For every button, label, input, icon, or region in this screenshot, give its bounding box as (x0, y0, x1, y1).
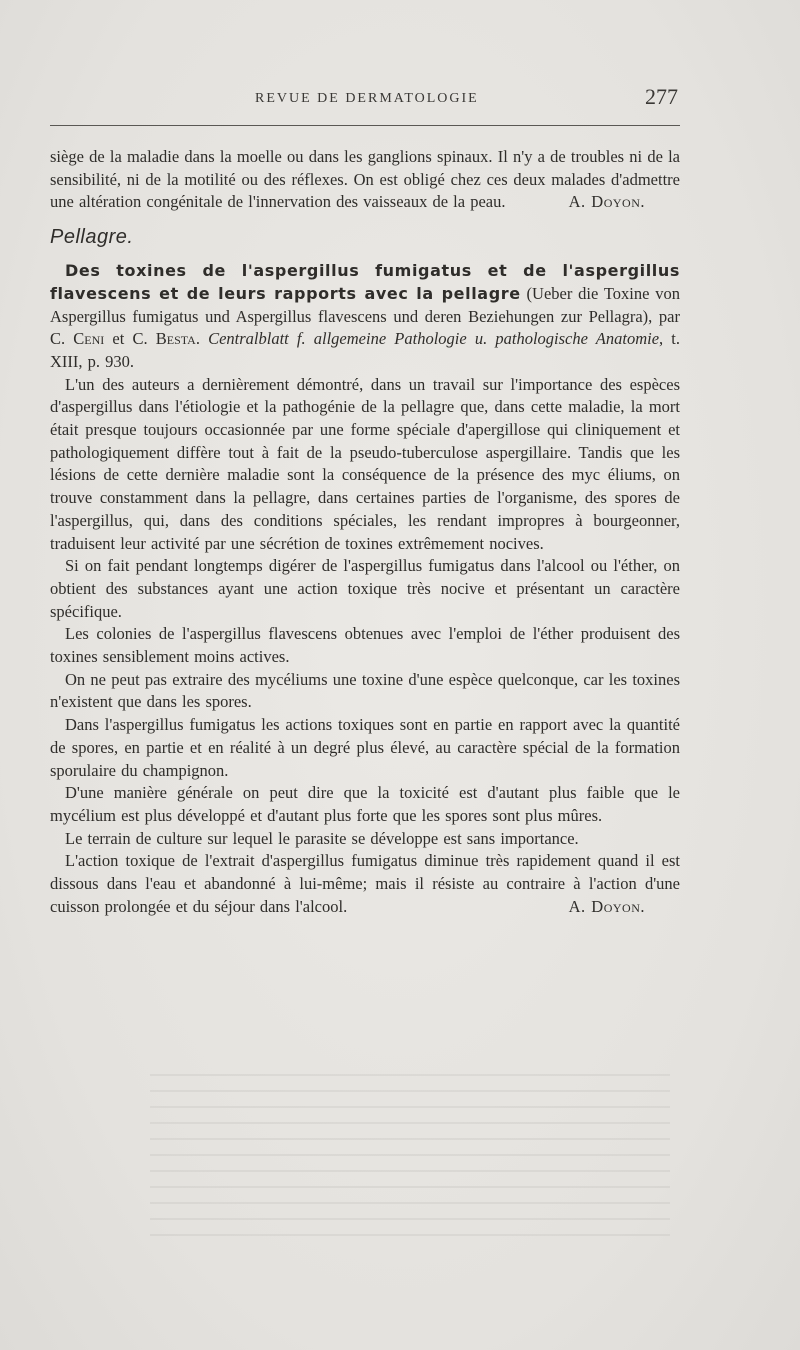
author-name: C. Ceni (50, 329, 105, 349)
paragraph (50, 850, 680, 918)
paragraph: D'une manière générale on peut dire que la toxicité est d'autant plus faible que le mycélium est plus développé et d'autant plus forte que les spores sont plus mûres. (50, 783, 680, 825)
paragraph (50, 146, 680, 214)
signature: A. Doyon. (568, 192, 645, 212)
paragraph: L'un des auteurs a dernièrement démontré, dans un travail sur l'importance des espèces d'aspergillus dans l'étiologie et la pathogénie de la pellagre que, dans cette maladie, la mort était presque toujours occasionnée par une forme spéciale d'apergillose qui cliniquement et pathologiquement diffère tout à fait de la pseudo-tuberculose aspergillaire. Tandis que les lésions de cette dernière maladie sont la conséquence de la présence des myc éliums, on trouve constamment dans la pellagre, dans certaines parties de l'organisme, des spores de l'aspergillus, qui, dans des conditions spéciales, les rendant impropres à bourgeonner, traduisent leur activité par une sécrétion de toxines extrêmement nocives. (50, 374, 680, 553)
paragraph-text: L'action toxique de l'extrait d'aspergillus fumigatus diminue très rapidement quand il est dissous dans l'eau et abandonné à lui-même; mais il résiste au contraire à l'action d'une cuisson prolongée et du séjour dans l'alcool. (50, 851, 680, 916)
section-title: Pellagre. (50, 226, 134, 249)
journal-title: Centralblatt f. allgemeine Pathologie u. pathologische Anatomie (208, 329, 660, 349)
citation-end: , t. XIII, p. 930. (50, 329, 680, 371)
citation-text: (Ueber die Toxine von Aspergillus fumigatus und Aspergillus flavescens und deren Beziehungen zur Pellagra), par (50, 283, 681, 326)
page-number: 277 (645, 84, 678, 109)
paragraph-text: siège de la maladie dans la moelle ou dans les ganglions spinaux. Il n'y a de troubles ni de la sensibilité, ni de la motilité ou des réflexes. On est obligé chez ces deux malades d'admettre une altération congénitale de l'innervation des vaisseaux de la peau. (50, 147, 680, 212)
paragraph: On ne peut pas extraire des mycéliums une toxine d'une espèce quelconque, car les toxines n'existent que dans les spores. (50, 669, 680, 712)
show-through-texture (150, 1060, 670, 1250)
conjunction: et (104, 329, 133, 349)
author-name: C. Besta (132, 329, 196, 349)
article-title: Des toxines de l'aspergillus fumigatus et de l'aspergillus flavescens et de leurs rapports avec la pellagre (50, 261, 680, 303)
signature: A. Doyon. (568, 896, 645, 916)
paragraph: Si on fait pendant longtemps digérer de l'aspergillus fumigatus dans l'alcool ou l'éther, on obtient des substances ayant une action toxique très nocive et présentant un caractère spécifique. (50, 556, 680, 621)
paragraph: Le terrain de culture sur lequel le parasite se développe est sans importance. (65, 828, 579, 848)
article-reference: Des toxines de l'aspergillus fumigatus et de l'aspergillus flavescens et de leurs rapports avec la pellagre (Ueber die Toxine von Aspergillus fumigatus und Aspergillus flavescens und deren Beziehungen zur Pellagra), par C. Ceni et C. Besta. Centralblatt f. allgemeine Pathologie u. pathologische Anatomie, t. XIII, p. 930. (50, 261, 681, 371)
paragraph: Dans l'aspergillus fumigatus les actions toxiques sont en partie en rapport avec la quantité de spores, en partie et en réalité à un degré plus élevé, au caractère spécial de la formation sporulaire du champignon. (50, 715, 680, 780)
page-header (50, 84, 680, 114)
running-head: REVUE DE DERMATOLOGIE (255, 91, 479, 106)
header-rule (50, 125, 680, 126)
paragraph: Les colonies de l'aspergillus flavescens obtenues avec l'emploi de l'éther produisent des toxines sensiblement moins actives. (50, 624, 680, 667)
body-text (50, 146, 680, 919)
